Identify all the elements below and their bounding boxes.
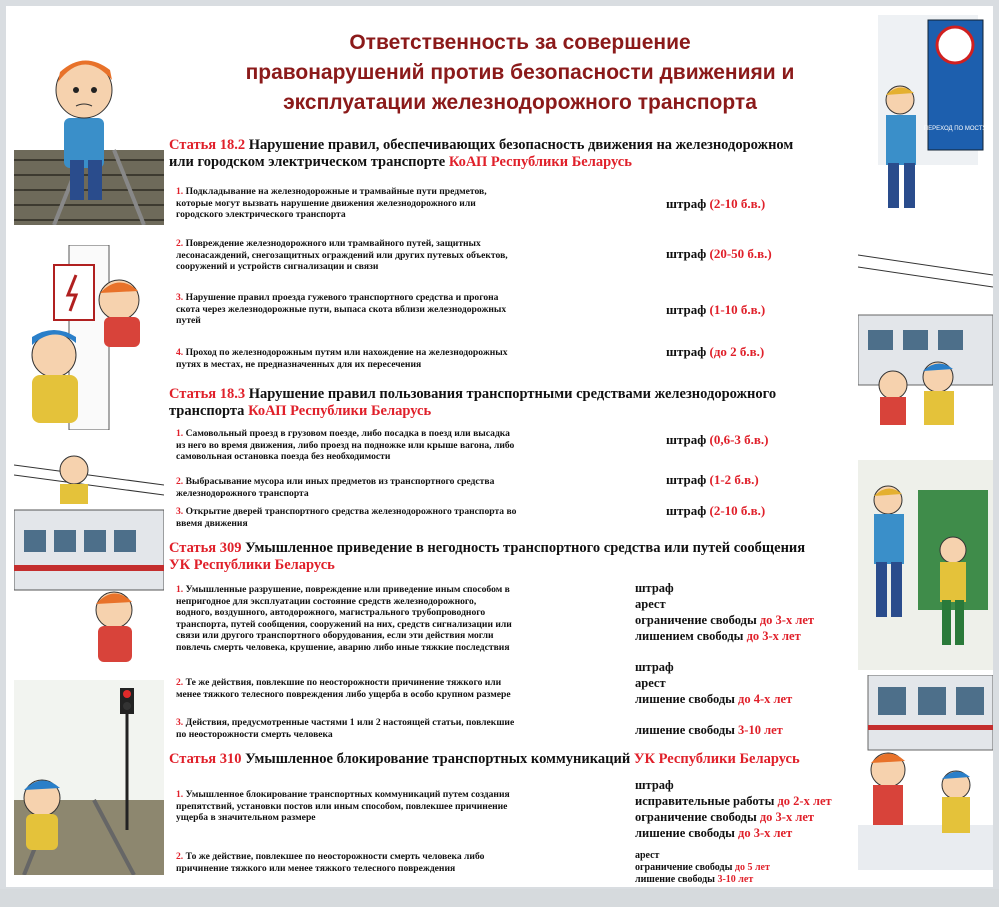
item-18-2-3: 3. Нарушение правил проезда гужевого транспортного средства и прогона скота через железнодорожные пути, выпаса скота вблизи железнодорожных путей — [176, 292, 507, 326]
item-309-2: 2. Те же действия, повлекшие по неосторожности причинение тяжкого или менее тяжкого телесного повреждения либо ущерба в особо крупном размере — [176, 677, 511, 700]
section-18-2-heading: Статья 18.2 Нарушение правил, обеспечивающих безопасность движения на железнодорожном или городском электрическом транспорте КоАП Республики Беларусь — [169, 137, 794, 170]
penalty-18-2-4: штраф (до 2 б.в.) — [666, 344, 765, 359]
illustration-boy-on-tracks — [14, 30, 164, 225]
item-18-3-1: 1. Самовольный проезд в грузовом поезде, либо посадка в поезд или высадка из него во время движения, либо проезд на подножке или крыше вагона, либо самовольная остановка поезда без необходимости — [176, 428, 515, 462]
illustration-kids-on-platform — [858, 675, 993, 870]
title-line-2: правонарушений против безопасности движенияи и — [245, 61, 795, 84]
illustration-boys-at-door — [858, 460, 993, 670]
illustration-kids-near-train — [858, 245, 993, 430]
bottom-bar — [0, 889, 999, 907]
penalty-309-2: штраф арест лишение свободы до 4-х лет — [635, 660, 793, 706]
item-310-1: 1. Умышленное блокирование транспортных коммуникаций путем создания препятствий, установки постов или иным способом, повлекшее причинение ущерба в значительном размере — [176, 789, 510, 823]
item-18-2-4: 4. Проход по железнодорожным путям или нахождение на железнодорожных путях в местах, не предназначенных для их пересечения — [176, 347, 508, 370]
item-18-3-2: 2. Выбрасывание мусора или иных предметов из транспортного средства железнодорожного транспорта — [176, 476, 495, 499]
sign-text: ПЕРЕХОД ПО МОСТУ — [923, 126, 987, 132]
penalty-18-2-3: штраф (1-10 б.в.) — [666, 302, 766, 317]
penalty-309-1: штраф арест ограничение свободы до 3-х лет лишением свободы до 3-х лет — [635, 581, 815, 643]
illustration-boy-at-train — [14, 450, 164, 665]
item-18-2-1: 1. Подкладывание на железнодорожные и трамвайные пути предметов, которые могут вызвать нарушение движения железнодорожного или городского электрического транспорта — [176, 186, 487, 220]
item-309-1: 1. Умышленные разрушение, повреждение или приведение иным способом в непригодное для эксплуатации состояние средств железнодорожного, водного, воздушного, автодорожного, магистрального трубопроводного транспорта, путей сообщения, сооружений на них, средств сигнализации или связи или другого транспортного оборудования, если эти действия могли повлечь смерть человека, крушение, аварию либо иные тяжкие последствия — [176, 584, 512, 653]
penalty-18-2-1: штраф (2-10 б.в.) — [666, 196, 766, 211]
title-line-1: Ответственность за совершение — [349, 31, 691, 54]
item-18-3-3: 3. Открытие дверей транспортного средства железнодорожного транспорта во ввемя движения — [176, 506, 517, 529]
section-309-heading: Статья 309 Умышленное приведение в негодность транспортного средства или путей сообщения УК Республики Беларусь — [169, 540, 806, 573]
illustration-boys-climbing-pole — [14, 245, 164, 430]
penalty-18-2-2: штраф (20-50 б.в.) — [666, 246, 772, 261]
section-18-3-heading: Статья 18.3 Нарушение правил пользования транспортными средствами железнодорожного транспорта КоАП Республики Беларусь — [169, 386, 777, 419]
penalty-18-3-1: штраф (0,6-3 б.в.) — [666, 432, 769, 447]
item-18-2-2: 2. Повреждение железнодорожного или трамвайного путей, защитных лесонасаждений, снегозащитных ограждений или других путевых объектов, сооружений и устройств сигнализации и связи — [176, 238, 508, 272]
illustration-boy-at-signal — [14, 680, 164, 875]
page-title — [170, 28, 870, 118]
title-line-3: эксплуатации железнодорожного транспорта — [283, 91, 757, 114]
penalty-18-3-2: штраф (1-2 б.в.) — [666, 472, 759, 487]
penalty-18-3-3: штраф (2-10 б.в.) — [666, 503, 766, 518]
penalty-310-2: арест ограничение свободы до 5 лет лишение свободы 3-10 лет — [635, 850, 770, 885]
item-309-3: 3. Действия, предусмотренные частями 1 или 2 настоящей статьи, повлекшие по неосторожности смерть человека — [176, 717, 515, 740]
penalty-310-1: штраф исправительные работы до 2-х лет ограничение свободы до 3-х лет лишение свободы до 3-х лет — [635, 778, 832, 840]
item-310-2: 2. То же действие, повлекшее по неосторожности смерть человека либо причинение тяжкого или менее тяжкого телесного повреждения — [176, 851, 485, 874]
section-310-heading: Статья 310 Умышленное блокирование транспортных коммуникаций УК Республики Беларусь — [169, 751, 800, 767]
illustration-boy-at-sign — [858, 15, 993, 210]
penalty-309-3: лишение свободы 3-10 лет — [635, 723, 783, 737]
